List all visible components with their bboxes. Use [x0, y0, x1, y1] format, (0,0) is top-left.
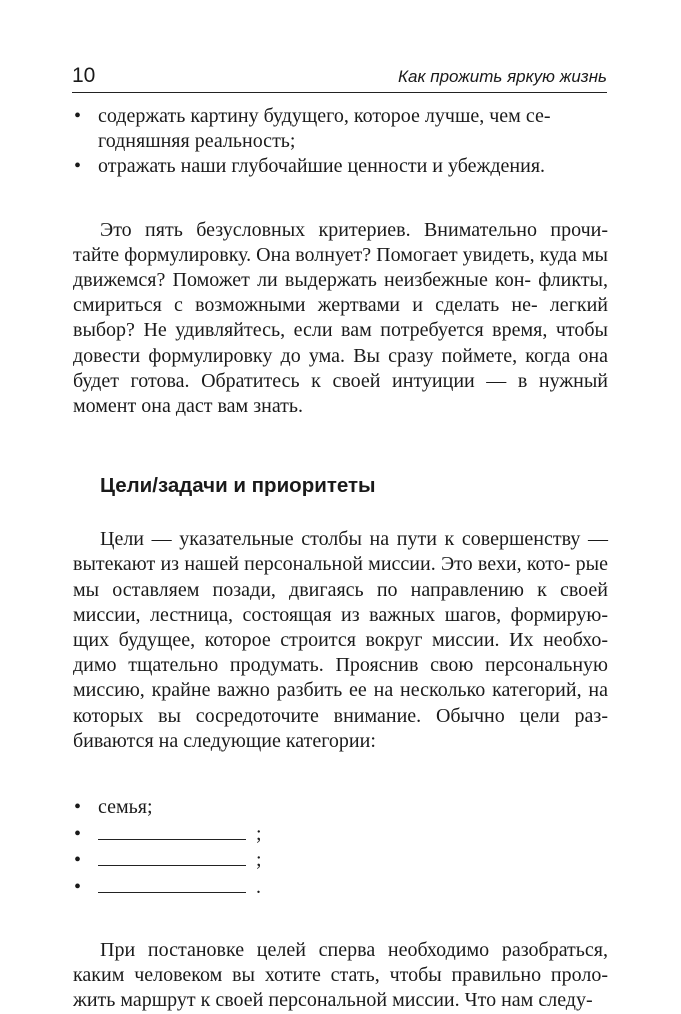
bullet-icon: •: [74, 155, 82, 178]
list-item: [73, 154, 608, 179]
list-item-text: семья;: [98, 796, 153, 819]
bullet-icon: •: [74, 822, 82, 845]
blank-punctuation: .: [256, 875, 261, 898]
fill-in-blank: [98, 821, 246, 840]
paragraph-goals: Цели — указательные столбы на пути к совершенству — вытекают из нашей персональной миссии. Это вехи, кото- рые мы оставляем позади, двигаясь по направлению к своей миссии, лестница, состоящая из важных шагов, формирую- щих будущее, которое строится вокруг миссии. Их необхо- димо тщательно продумать. Прояснив свою персональную миссию, крайне важно разбить ее на несколько категорий, на которых вы сосредоточите внимание. Обычно цели раз- биваются на следующие категории:: [73, 528, 608, 752]
page-body: [73, 104, 608, 1014]
paragraph-criteria: Это пять безусловных критериев. Внимательно прочи- тайте формулировку. Она волнует? Помогает увидеть, куда мы движемся? Поможет ли выдержать неизбежные кон- фликты, смириться с возможными жертвами и сделать не- легкий выбор? Не удивляйтесь, если вам потребуется время, чтобы довести формулировку до ума. Вы сразу поймете, когда она будет готова. Обратитесь к своей интуиции — в нужный момент она даст вам знать.: [73, 218, 608, 418]
list-item: [73, 874, 608, 901]
bullet-icon: •: [74, 796, 82, 819]
bullet-icon: •: [74, 875, 82, 898]
blank-punctuation: ;: [256, 849, 262, 872]
section-heading: Цели/задачи и приоритеты: [100, 474, 376, 498]
page-header: [72, 62, 607, 93]
list-item: [73, 104, 608, 154]
bullet-icon: •: [74, 105, 82, 127]
paragraph-goal-setting: При постановке целей сперва необходимо разобраться, каким человеком вы хотите стать, чтобы правильно проло- жить маршрут к своей персональной миссии. Что нам следу-: [73, 939, 608, 1012]
category-list: [73, 794, 608, 900]
list-item-text: отражать наши глубочайшие ценности и убеждения.: [98, 155, 546, 178]
list-item: [73, 847, 608, 874]
fill-in-blank: [98, 847, 246, 866]
fill-in-blank: [98, 874, 246, 893]
criteria-list: [73, 104, 608, 180]
list-item: [73, 794, 608, 821]
blank-punctuation: ;: [256, 822, 262, 845]
page-number: 10: [72, 64, 96, 87]
list-item-text: содержать картину будущего, которое лучше, чем се- годняшняя реальность;: [98, 105, 551, 153]
list-item: [73, 821, 608, 848]
running-title: Как прожить яркую жизнь: [397, 67, 607, 86]
bullet-icon: •: [74, 849, 82, 872]
